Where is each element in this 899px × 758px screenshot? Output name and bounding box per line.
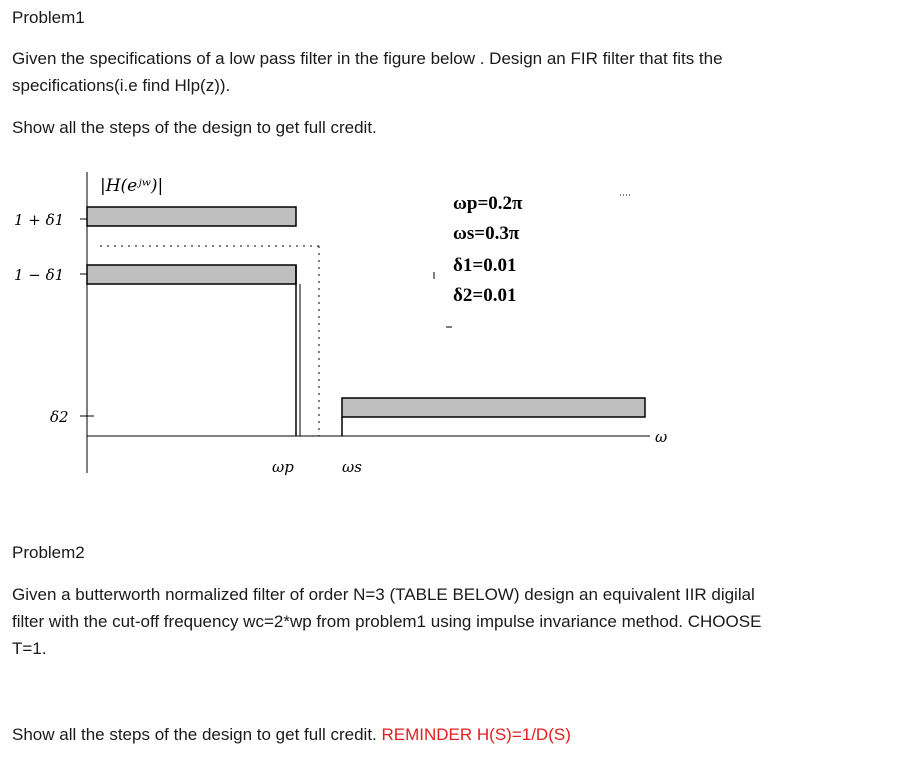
problem2-credit-line bbox=[12, 721, 571, 748]
reminder-text: REMINDER H(S)=1/D(S) bbox=[381, 725, 571, 744]
lowpass-spec-figure bbox=[0, 160, 899, 490]
ws-axis-label: ωs bbox=[342, 458, 362, 476]
problem2-text-line2: filter with the cut-off frequency wc=2*wp from problem1 using impulse invariance method. CHOOSE bbox=[12, 612, 762, 631]
stopband-bar bbox=[342, 398, 645, 417]
problem1-title: Problem1 bbox=[12, 8, 85, 27]
tick-label-upper: 1 + δ1 bbox=[14, 211, 65, 229]
problem1-credit: Show all the steps of the design to get full credit. bbox=[12, 118, 377, 137]
spec-ws: ωs=0.3π bbox=[453, 223, 520, 244]
spec-d2: δ2=0.01 bbox=[453, 285, 517, 306]
problem2-text-line1: Given a butterworth normalized filter of order N=3 (TABLE BELOW) design an equivalent IIR digilal bbox=[12, 585, 755, 604]
spec-wp: ωp=0.2π bbox=[453, 193, 523, 214]
passband-lower-bar bbox=[87, 265, 296, 284]
wp-axis-label: ωp bbox=[272, 458, 294, 476]
problem2-credit: Show all the steps of the design to get full credit. bbox=[12, 725, 382, 744]
problem2-text-line3: T=1. bbox=[12, 639, 47, 658]
problem1-text-line1: Given the specifications of a low pass filter in the figure below . Design an FIR filter that fits the bbox=[12, 49, 723, 68]
y-axis-label: |H(eʲʷ)| bbox=[100, 176, 164, 196]
problem1-text-line2: specifications(i.e find Hlp(z)). bbox=[12, 76, 231, 95]
problem2-title: Problem2 bbox=[12, 543, 85, 562]
omega-axis-label: ω bbox=[655, 428, 668, 446]
passband-upper-bar bbox=[87, 207, 296, 226]
tick-label-lower: 1 − δ1 bbox=[14, 266, 65, 284]
spec-d1: δ1=0.01 bbox=[453, 255, 517, 276]
tick-label-stop: δ2 bbox=[50, 408, 69, 426]
